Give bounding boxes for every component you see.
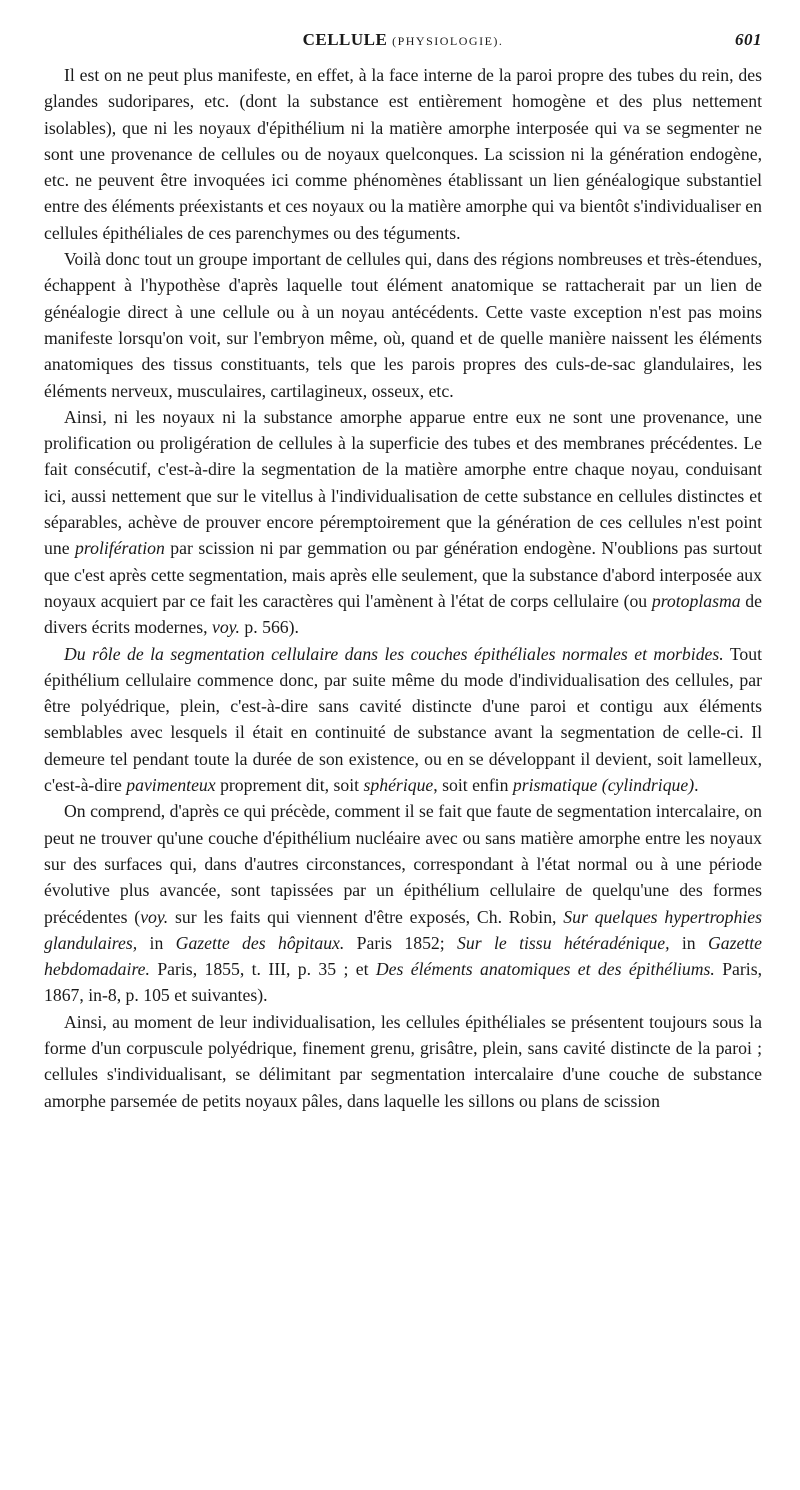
running-title-main: CELLULE <box>302 30 388 49</box>
page-number: 601 <box>735 30 762 49</box>
italic-run: pavimenteux <box>126 775 216 796</box>
text-run: Paris 1852; <box>344 932 458 953</box>
text-run: Voilà donc tout un groupe important de cellules qui, dans des régions nombreuses et très-étendues, échappent à l'hypothèse d'après laquelle tout élément anatomique se rattacherait par un lien de généalogie direct à une cellule ou à un noyau antécédents. Cette vaste exception n'est pas moins manifeste lorsqu'on voit, sur l'embryon même, où, quand et de quelle manière naissent les éléments anatomiques des tissus constituants, tels que les parois propres des culs-de-sac glandulaires, les éléments nerveux, musculaires, cartilagineux, osseux, etc. <box>44 249 762 401</box>
text-run: Ainsi, ni les noyaux ni la substance amorphe apparue entre eux ne sont une provenance, une prolification ou proligération de cellules à la superficie des tubes et des membranes précédentes. Le fait consécutif, c'est-à-dire la segmentation de la matière amorphe entre chaque noyau, conduisant ici, aussi nettement que sur le vitellus à l'individualisation de cette substance en cellules distinctes et séparables, achève de prouver encore péremptoirement que la génération de ces cellules n'est point une <box>44 406 762 559</box>
italic-run: prismatique (cylindrique) <box>512 775 695 796</box>
text-run: par scission ni par gemmation ou par génération endogène. N'oublions pas surtout que c'est après cette segmentation, mais après elle seulement, que la substance d'abord interposée aux noyaux acquiert par ce fait les caractères qui l'amènent à l'état de corps cellulaire (ou <box>44 538 762 611</box>
italic-run: Gazette des hôpitaux. <box>175 932 345 953</box>
italic-run: Sur le tissu hétéradénique, <box>457 932 670 953</box>
running-title-sub: (PHYSIOLOGIE). <box>392 34 504 48</box>
text-run: Paris, 1855, t. III, p. 35 ; et <box>149 959 376 980</box>
italic-run: Du rôle de la segmentation cellulaire dans les couches épithéliales normales et morbides. <box>64 643 724 664</box>
paragraph <box>44 62 762 246</box>
text-run: proprement dit, soit <box>215 775 364 796</box>
body-text <box>44 62 762 1114</box>
text-run: in <box>669 932 708 953</box>
italic-run: Des éléments anatomiques et des épithéliums. <box>375 959 715 980</box>
text-run: On comprend, d'après ce qui précède, comment il se fait que faute de segmentation intercalaire, on peut ne trouver qu'une couche d'épithélium nucléaire avec ou sans matière amorphe entre les noyaux sur des surfaces qui, dans d'autres circonstances, correspondant à l'état normal ou à une période évolutive plus avancée, sont tapissées par un épithélium cellulaire de quelqu'une des formes précédentes ( <box>44 801 762 927</box>
paragraph <box>44 404 762 641</box>
running-head <box>44 30 762 56</box>
text-run: p. 566). <box>239 617 299 638</box>
italic-run: prolifération <box>75 538 165 559</box>
text-run: in <box>137 932 176 953</box>
book-page <box>44 30 762 1114</box>
paragraph <box>44 798 762 1008</box>
text-run: Paris, 1867, in-8, p. 105 et suivantes). <box>44 959 763 1006</box>
italic-run: protoplasma <box>651 590 741 611</box>
text-run: Il est on ne peut plus manifeste, en effet, à la face interne de la paroi propre des tubes du rein, des glandes sudoripares, etc. (dont la substance est entièrement homogène et des plus nettement isolables), que ni les noyaux d'épithélium ni la matière amorphe interposée qui va se segmenter ne sont une provenance de cellules ou de noyaux quelconques. La scission ni la génération endogène, etc. ne peuvent être invoquées ici comme phénomènes établissant un lien généalogique substantiel entre des éléments préexistants et ces noyaux ou la matière amorphe qui va bientôt s'individualiser en cellules épithéliales de ces parenchymes ou des téguments. <box>44 65 762 243</box>
italic-run: sphérique <box>363 775 434 796</box>
italic-run: voy. <box>140 906 169 927</box>
paragraph <box>44 1009 762 1114</box>
text-run: de divers écrits modernes, <box>44 590 762 638</box>
text-run: , soit enfin <box>433 775 513 796</box>
italic-run: Sur quelques hypertrophies glandulaires, <box>44 906 762 953</box>
text-run: . <box>694 775 699 796</box>
text-run: Ainsi, au moment de leur individualisation, les cellules épithéliales se présentent toujours sous la forme d'un corpuscule polyédrique, finement grenu, grisâtre, plein, sans cavité distincte de la paroi ; cellules s'individualisant, se délimitant par segmentation intercalaire d'une couche de substance amorphe parsemée de petits noyaux pâles, dans laquelle les sillons ou plans de scission <box>44 1011 762 1111</box>
paragraph <box>44 246 762 404</box>
paragraph <box>44 641 762 799</box>
text-run: sur les faits qui viennent d'être exposés, Ch. Robin, <box>168 906 564 927</box>
italic-run: voy. <box>211 617 240 638</box>
running-title <box>44 30 762 50</box>
italic-run: Gazette hebdomadaire. <box>44 932 763 980</box>
text-run: Tout épithélium cellulaire commence donc, par suite même du mode d'individualisation des cellules, par être polyédrique, plein, c'est-à-dire sans cavité distincte d'une paroi et contigu aux éléments semblables avec lesquels il était en continuité de substance avant la segmentation de celle-ci. Il demeure tel pendant toute la durée de son existence, ou en se développant il devient, soit lamelleux, c'est-à-dire <box>44 643 762 796</box>
